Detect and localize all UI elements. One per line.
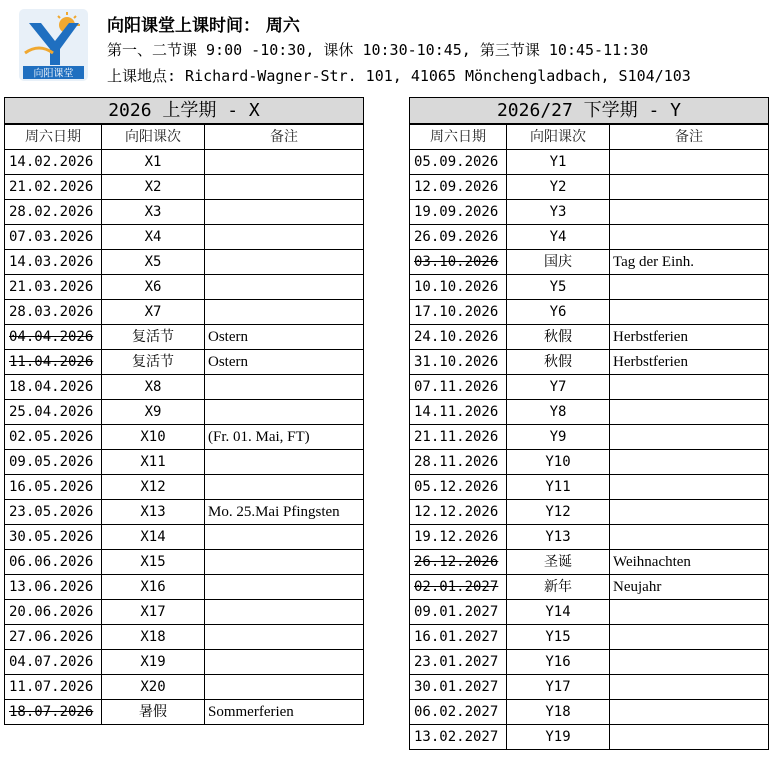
session-cell: Y4 bbox=[507, 225, 610, 250]
xiangyang-logo-icon bbox=[19, 9, 88, 81]
note-cell bbox=[610, 225, 769, 250]
session-cell: Y6 bbox=[507, 300, 610, 325]
date-cell: 14.02.2026 bbox=[5, 150, 102, 175]
date-cell: 02.05.2026 bbox=[5, 425, 102, 450]
date-cell: 28.03.2026 bbox=[5, 300, 102, 325]
date-cell: 09.01.2027 bbox=[410, 600, 507, 625]
date-cell: 27.06.2026 bbox=[5, 625, 102, 650]
note-cell bbox=[205, 550, 364, 575]
date-cell: 18.04.2026 bbox=[5, 375, 102, 400]
schedule-row bbox=[410, 200, 769, 225]
note-cell bbox=[610, 150, 769, 175]
schedule-row bbox=[5, 500, 364, 525]
session-cell: X12 bbox=[102, 475, 205, 500]
semester-y-title: 2026/27 下学期 - Y bbox=[410, 98, 769, 125]
date-cell: 06.02.2027 bbox=[410, 700, 507, 725]
schedule-row bbox=[5, 250, 364, 275]
semester-x-title: 2026 上学期 - X bbox=[5, 98, 364, 125]
session-cell: Y15 bbox=[507, 625, 610, 650]
schedule-row bbox=[5, 150, 364, 175]
note-cell: (Fr. 01. Mai, FT) bbox=[205, 425, 364, 450]
session-cell: X16 bbox=[102, 575, 205, 600]
date-cell: 21.11.2026 bbox=[410, 425, 507, 450]
schedule-row bbox=[5, 550, 364, 575]
session-cell: X8 bbox=[102, 375, 205, 400]
session-cell: Y19 bbox=[507, 725, 610, 750]
date-cell: 19.09.2026 bbox=[410, 200, 507, 225]
schedule-row bbox=[410, 500, 769, 525]
session-cell: Y3 bbox=[507, 200, 610, 225]
column-header-session: 向阳课次 bbox=[102, 124, 205, 150]
session-cell: Y18 bbox=[507, 700, 610, 725]
semester-y-rows bbox=[410, 150, 769, 750]
session-cell: 国庆 bbox=[507, 250, 610, 275]
note-cell bbox=[610, 650, 769, 675]
date-cell: 13.06.2026 bbox=[5, 575, 102, 600]
note-cell bbox=[610, 600, 769, 625]
session-cell: 秋假 bbox=[507, 350, 610, 375]
note-cell bbox=[205, 400, 364, 425]
session-cell: Y16 bbox=[507, 650, 610, 675]
session-cell: Y17 bbox=[507, 675, 610, 700]
session-cell: 新年 bbox=[507, 575, 610, 600]
schedule-row bbox=[410, 600, 769, 625]
session-cell: X18 bbox=[102, 625, 205, 650]
schedule-row bbox=[410, 575, 769, 600]
schedule-row bbox=[410, 675, 769, 700]
note-cell bbox=[610, 425, 769, 450]
note-cell: Ostern bbox=[205, 350, 364, 375]
schedule-row bbox=[410, 400, 769, 425]
note-cell bbox=[610, 200, 769, 225]
date-cell: 11.07.2026 bbox=[5, 675, 102, 700]
schedule-row bbox=[5, 375, 364, 400]
note-cell bbox=[205, 525, 364, 550]
date-cell: 25.04.2026 bbox=[5, 400, 102, 425]
date-cell: 16.01.2027 bbox=[410, 625, 507, 650]
schedule-row bbox=[410, 150, 769, 175]
schedule-row bbox=[5, 400, 364, 425]
schedule-row bbox=[5, 350, 364, 375]
page-header bbox=[0, 0, 774, 92]
date-cell: 07.11.2026 bbox=[410, 375, 507, 400]
date-cell: 14.03.2026 bbox=[5, 250, 102, 275]
schedule-row bbox=[5, 450, 364, 475]
schedule-row bbox=[410, 650, 769, 675]
schedule-row bbox=[5, 175, 364, 200]
session-cell: X3 bbox=[102, 200, 205, 225]
session-cell: Y7 bbox=[507, 375, 610, 400]
schedule-row bbox=[5, 525, 364, 550]
schedule-row bbox=[410, 175, 769, 200]
note-cell bbox=[610, 500, 769, 525]
session-cell: X10 bbox=[102, 425, 205, 450]
note-cell bbox=[205, 600, 364, 625]
schedule-row bbox=[5, 675, 364, 700]
date-cell: 12.09.2026 bbox=[410, 175, 507, 200]
note-cell: Neujahr bbox=[610, 575, 769, 600]
logo-text: 向阳课堂 bbox=[33, 68, 74, 80]
note-cell bbox=[610, 400, 769, 425]
date-cell: 23.05.2026 bbox=[5, 500, 102, 525]
date-cell: 31.10.2026 bbox=[410, 350, 507, 375]
semester-y-table bbox=[409, 97, 769, 750]
note-cell bbox=[205, 650, 364, 675]
schedule-row bbox=[410, 275, 769, 300]
date-cell: 10.10.2026 bbox=[410, 275, 507, 300]
schedule-row bbox=[410, 300, 769, 325]
date-cell: 28.02.2026 bbox=[5, 200, 102, 225]
note-cell bbox=[205, 300, 364, 325]
date-cell: 30.05.2026 bbox=[5, 525, 102, 550]
note-cell bbox=[610, 525, 769, 550]
schedule-row bbox=[410, 725, 769, 750]
session-cell: X20 bbox=[102, 675, 205, 700]
note-cell bbox=[610, 625, 769, 650]
schedule-row bbox=[5, 600, 364, 625]
note-cell bbox=[205, 175, 364, 200]
schedule-row bbox=[410, 225, 769, 250]
note-cell bbox=[610, 700, 769, 725]
note-cell bbox=[205, 575, 364, 600]
date-cell: 30.01.2027 bbox=[410, 675, 507, 700]
note-cell bbox=[610, 450, 769, 475]
schedule-row bbox=[410, 700, 769, 725]
session-cell: X19 bbox=[102, 650, 205, 675]
session-cell: 复活节 bbox=[102, 350, 205, 375]
session-cell: Y8 bbox=[507, 400, 610, 425]
schedule-row bbox=[5, 475, 364, 500]
semester-x-rows bbox=[5, 150, 364, 725]
semester-x-table bbox=[4, 97, 364, 725]
note-cell bbox=[205, 275, 364, 300]
schedule-title: 向阳课堂上课时间： 周六 bbox=[107, 16, 300, 36]
schedule-row bbox=[410, 450, 769, 475]
session-cell: X11 bbox=[102, 450, 205, 475]
date-cell: 18.07.2026 bbox=[5, 700, 102, 725]
session-cell: 秋假 bbox=[507, 325, 610, 350]
session-cell: 复活节 bbox=[102, 325, 205, 350]
session-cell: 暑假 bbox=[102, 700, 205, 725]
note-cell bbox=[205, 675, 364, 700]
note-cell: Sommerferien bbox=[205, 700, 364, 725]
date-cell: 19.12.2026 bbox=[410, 525, 507, 550]
schedule-row bbox=[410, 325, 769, 350]
schedule-row bbox=[5, 225, 364, 250]
note-cell bbox=[610, 725, 769, 750]
note-cell: Herbstferien bbox=[610, 350, 769, 375]
column-header-note: 备注 bbox=[205, 124, 364, 150]
session-cell: X7 bbox=[102, 300, 205, 325]
note-cell bbox=[205, 475, 364, 500]
schedule-row bbox=[410, 375, 769, 400]
location-line: 上课地点: Richard-Wagner-Str. 101, 41065 Mönchengladbach, S104/103 bbox=[107, 67, 691, 85]
schedule-row bbox=[410, 250, 769, 275]
session-cell: X13 bbox=[102, 500, 205, 525]
schedule-row bbox=[5, 625, 364, 650]
date-cell: 28.11.2026 bbox=[410, 450, 507, 475]
session-cell: X6 bbox=[102, 275, 205, 300]
date-cell: 23.01.2027 bbox=[410, 650, 507, 675]
note-cell: Ostern bbox=[205, 325, 364, 350]
note-cell bbox=[205, 150, 364, 175]
session-cell: Y13 bbox=[507, 525, 610, 550]
date-cell: 26.12.2026 bbox=[410, 550, 507, 575]
schedule-row bbox=[5, 700, 364, 725]
column-header-date: 周六日期 bbox=[410, 124, 507, 150]
date-cell: 21.03.2026 bbox=[5, 275, 102, 300]
column-header-note: 备注 bbox=[610, 124, 769, 150]
date-cell: 06.06.2026 bbox=[5, 550, 102, 575]
date-cell: 20.06.2026 bbox=[5, 600, 102, 625]
session-cell: X1 bbox=[102, 150, 205, 175]
note-cell bbox=[205, 375, 364, 400]
schedule-row bbox=[410, 550, 769, 575]
session-cell: Y14 bbox=[507, 600, 610, 625]
column-header-session: 向阳课次 bbox=[507, 124, 610, 150]
date-cell: 07.03.2026 bbox=[5, 225, 102, 250]
schedule-row bbox=[410, 350, 769, 375]
class-time-line: 第一、二节课 9:00 -10:30, 课休 10:30-10:45, 第三节课 10:45-11:30 bbox=[107, 41, 649, 59]
note-cell bbox=[205, 200, 364, 225]
note-cell bbox=[205, 250, 364, 275]
schedule-row bbox=[410, 525, 769, 550]
session-cell: X2 bbox=[102, 175, 205, 200]
schedule-row bbox=[5, 275, 364, 300]
note-cell bbox=[610, 275, 769, 300]
note-cell bbox=[205, 450, 364, 475]
note-cell bbox=[610, 475, 769, 500]
date-cell: 11.04.2026 bbox=[5, 350, 102, 375]
session-cell: X5 bbox=[102, 250, 205, 275]
date-cell: 04.04.2026 bbox=[5, 325, 102, 350]
schedule-row bbox=[5, 650, 364, 675]
session-cell: Y2 bbox=[507, 175, 610, 200]
date-cell: 05.12.2026 bbox=[410, 475, 507, 500]
session-cell: X4 bbox=[102, 225, 205, 250]
date-cell: 24.10.2026 bbox=[410, 325, 507, 350]
session-cell: 圣诞 bbox=[507, 550, 610, 575]
date-cell: 16.05.2026 bbox=[5, 475, 102, 500]
note-cell: Herbstferien bbox=[610, 325, 769, 350]
note-cell bbox=[610, 375, 769, 400]
date-cell: 26.09.2026 bbox=[410, 225, 507, 250]
date-cell: 09.05.2026 bbox=[5, 450, 102, 475]
session-cell: X9 bbox=[102, 400, 205, 425]
date-cell: 14.11.2026 bbox=[410, 400, 507, 425]
date-cell: 13.02.2027 bbox=[410, 725, 507, 750]
schedule-row bbox=[410, 625, 769, 650]
session-cell: Y10 bbox=[507, 450, 610, 475]
date-cell: 17.10.2026 bbox=[410, 300, 507, 325]
schedule-row bbox=[5, 300, 364, 325]
note-cell bbox=[610, 175, 769, 200]
date-cell: 04.07.2026 bbox=[5, 650, 102, 675]
note-cell bbox=[205, 625, 364, 650]
schedule-row bbox=[5, 200, 364, 225]
schedule-row bbox=[410, 425, 769, 450]
date-cell: 05.09.2026 bbox=[410, 150, 507, 175]
note-cell: Weihnachten bbox=[610, 550, 769, 575]
session-cell: Y1 bbox=[507, 150, 610, 175]
note-cell: Mo. 25.Mai Pfingsten bbox=[205, 500, 364, 525]
note-cell bbox=[610, 675, 769, 700]
session-cell: X15 bbox=[102, 550, 205, 575]
date-cell: 03.10.2026 bbox=[410, 250, 507, 275]
date-cell: 21.02.2026 bbox=[5, 175, 102, 200]
note-cell bbox=[205, 225, 364, 250]
schedule-row bbox=[5, 575, 364, 600]
schedule-row bbox=[410, 475, 769, 500]
schedule-row bbox=[5, 425, 364, 450]
schedule-row bbox=[5, 325, 364, 350]
session-cell: Y12 bbox=[507, 500, 610, 525]
session-cell: X17 bbox=[102, 600, 205, 625]
session-cell: X14 bbox=[102, 525, 205, 550]
column-header-date: 周六日期 bbox=[5, 124, 102, 150]
session-cell: Y9 bbox=[507, 425, 610, 450]
note-cell bbox=[610, 300, 769, 325]
date-cell: 02.01.2027 bbox=[410, 575, 507, 600]
date-cell: 12.12.2026 bbox=[410, 500, 507, 525]
note-cell: Tag der Einh. bbox=[610, 250, 769, 275]
session-cell: Y5 bbox=[507, 275, 610, 300]
session-cell: Y11 bbox=[507, 475, 610, 500]
